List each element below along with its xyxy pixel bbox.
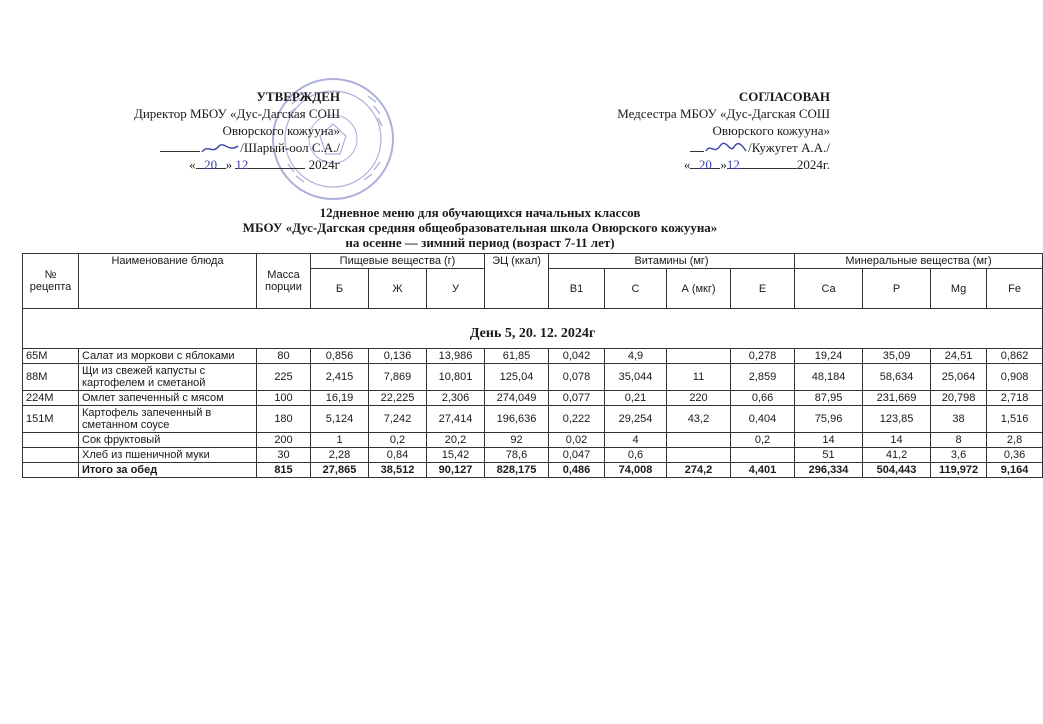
cell-ec: 61,85 <box>485 349 549 364</box>
cell-a: 43,2 <box>667 406 731 433</box>
day-label: День 5, 20. 12. 2024г <box>23 309 1043 349</box>
cell-b1: 0,02 <box>549 433 605 448</box>
cell-recipe <box>23 433 79 448</box>
header-vitamins: Витамины (мг) <box>549 254 795 269</box>
cell-p: 14 <box>863 433 931 448</box>
cell-p: 504,443 <box>863 463 931 478</box>
header-u: У <box>427 269 485 309</box>
cell-u: 27,414 <box>427 406 485 433</box>
cell-a <box>667 448 731 463</box>
cell-ec: 125,04 <box>485 364 549 391</box>
cell-b1: 0,486 <box>549 463 605 478</box>
menu-title <box>160 205 800 250</box>
table-row <box>23 433 1043 448</box>
cell-c: 35,044 <box>605 364 667 391</box>
cell-b: 0,856 <box>311 349 369 364</box>
agreement-date-month: 12 <box>727 156 797 169</box>
cell-ca: 14 <box>795 433 863 448</box>
cell-b: 2,415 <box>311 364 369 391</box>
cell-ec: 196,636 <box>485 406 549 433</box>
cell-e: 2,859 <box>731 364 795 391</box>
agreement-position-line2: Овюрского кожууна» <box>712 123 830 138</box>
cell-zh: 0,84 <box>369 448 427 463</box>
approval-date-day: 20 <box>196 156 226 169</box>
table-row <box>23 391 1043 406</box>
cell-recipe: 224М <box>23 391 79 406</box>
header-zh: Ж <box>369 269 427 309</box>
cell-recipe <box>23 448 79 463</box>
cell-recipe: 151М <box>23 406 79 433</box>
cell-ec: 274,049 <box>485 391 549 406</box>
header-mg: Mg <box>931 269 987 309</box>
header-p: P <box>863 269 931 309</box>
agreement-block <box>560 88 830 173</box>
agreement-heading: СОГЛАСОВАН <box>738 89 830 104</box>
agreement-signature-line <box>560 139 830 156</box>
table-row <box>23 448 1043 463</box>
cell-name: Сок фруктовый <box>79 433 257 448</box>
cell-fe: 0,36 <box>987 448 1043 463</box>
approval-date-month: 12 <box>235 156 305 169</box>
cell-b: 16,19 <box>311 391 369 406</box>
cell-name: Омлет запеченный с мясом <box>79 391 257 406</box>
approval-position-line1: Директор МБОУ «Дус-Дагская СОШ <box>133 106 340 121</box>
cell-c: 0,21 <box>605 391 667 406</box>
cell-ca: 48,184 <box>795 364 863 391</box>
cell-mass: 815 <box>257 463 311 478</box>
cell-e: 4,401 <box>731 463 795 478</box>
cell-mg: 24,51 <box>931 349 987 364</box>
cell-name: Салат из моркови с яблоками <box>79 349 257 364</box>
cell-fe: 1,516 <box>987 406 1043 433</box>
cell-mass: 200 <box>257 433 311 448</box>
cell-p: 123,85 <box>863 406 931 433</box>
cell-mass: 225 <box>257 364 311 391</box>
cell-zh: 22,225 <box>369 391 427 406</box>
cell-b1: 0,077 <box>549 391 605 406</box>
cell-u: 20,2 <box>427 433 485 448</box>
cell-a: 274,2 <box>667 463 731 478</box>
total-row <box>23 463 1043 478</box>
cell-fe: 2,8 <box>987 433 1043 448</box>
header-recipe-no: № рецепта <box>23 254 79 309</box>
cell-fe: 0,862 <box>987 349 1043 364</box>
cell-recipe: 65М <box>23 349 79 364</box>
cell-p: 35,09 <box>863 349 931 364</box>
approval-signature-line <box>100 139 340 156</box>
cell-b: 5,124 <box>311 406 369 433</box>
cell-c: 0,6 <box>605 448 667 463</box>
agreement-position-line1: Медсестра МБОУ «Дус-Дагская СОШ <box>617 106 830 121</box>
cell-u: 15,42 <box>427 448 485 463</box>
cell-mass: 180 <box>257 406 311 433</box>
signature-scribble-icon <box>200 142 240 156</box>
cell-a: 220 <box>667 391 731 406</box>
header-dish-name: Наименование блюда <box>79 254 257 309</box>
cell-e: 0,2 <box>731 433 795 448</box>
cell-e: 0,278 <box>731 349 795 364</box>
cell-b1: 0,222 <box>549 406 605 433</box>
cell-mass: 100 <box>257 391 311 406</box>
cell-c: 74,008 <box>605 463 667 478</box>
cell-ca: 51 <box>795 448 863 463</box>
cell-a <box>667 433 731 448</box>
cell-mass: 80 <box>257 349 311 364</box>
cell-zh: 0,2 <box>369 433 427 448</box>
cell-b1: 0,042 <box>549 349 605 364</box>
header-fe: Fe <box>987 269 1043 309</box>
cell-mg: 20,798 <box>931 391 987 406</box>
approval-block <box>100 88 340 173</box>
cell-name: Картофель запеченный в сметанном соусе <box>79 406 257 433</box>
cell-u: 2,306 <box>427 391 485 406</box>
approval-signature-name: /Шарый-оол С.А./ <box>240 140 340 155</box>
cell-mg: 119,972 <box>931 463 987 478</box>
cell-b: 2,28 <box>311 448 369 463</box>
agreement-date-year: 2024г. <box>796 157 830 173</box>
cell-mass: 30 <box>257 448 311 463</box>
cell-b: 1 <box>311 433 369 448</box>
cell-b: 27,865 <box>311 463 369 478</box>
approval-date-year: 2024г <box>308 157 340 173</box>
header-ca: Ca <box>795 269 863 309</box>
header-nutrients: Пищевые вещества (г) <box>311 254 485 269</box>
cell-recipe <box>23 463 79 478</box>
header-minerals: Минеральные вещества (мг) <box>795 254 1043 269</box>
cell-mg: 38 <box>931 406 987 433</box>
cell-c: 4,9 <box>605 349 667 364</box>
cell-c: 4 <box>605 433 667 448</box>
header-portion: Масса порции <box>257 254 311 309</box>
cell-mg: 25,064 <box>931 364 987 391</box>
cell-ca: 296,334 <box>795 463 863 478</box>
approval-position-line2: Овюрского кожууна» <box>222 123 340 138</box>
agreement-date-line: « 20 »12 2024г. <box>683 157 830 173</box>
title-line1: 12дневное меню для обучающихся начальных классов <box>319 205 641 220</box>
cell-ca: 87,95 <box>795 391 863 406</box>
menu-table <box>22 253 1043 478</box>
header-b: Б <box>311 269 369 309</box>
table-row <box>23 406 1043 433</box>
cell-e: 0,66 <box>731 391 795 406</box>
cell-zh: 38,512 <box>369 463 427 478</box>
cell-c: 29,254 <box>605 406 667 433</box>
header-b1: В1 <box>549 269 605 309</box>
cell-p: 58,634 <box>863 364 931 391</box>
cell-zh: 7,869 <box>369 364 427 391</box>
cell-name: Хлеб из пшеничной муки <box>79 448 257 463</box>
cell-mg: 8 <box>931 433 987 448</box>
cell-b1: 0,078 <box>549 364 605 391</box>
cell-fe: 0,908 <box>987 364 1043 391</box>
title-line2: МБОУ «Дус-Дагская средняя общеобразовательная школа Овюрского кожууна» <box>242 220 718 235</box>
cell-a: 11 <box>667 364 731 391</box>
cell-e: 0,404 <box>731 406 795 433</box>
agreement-date-day: 20 <box>690 156 720 169</box>
approval-date-line: « 20 » 12 2024г <box>189 157 340 173</box>
cell-p: 231,669 <box>863 391 931 406</box>
header-energy: ЭЦ (ккал) <box>485 254 549 309</box>
cell-ec: 78,6 <box>485 448 549 463</box>
cell-b1: 0,047 <box>549 448 605 463</box>
cell-name: Итого за обед <box>79 463 257 478</box>
header-e: Е <box>731 269 795 309</box>
header-c: С <box>605 269 667 309</box>
title-line3: на осенне — зимний период (возраст 7-11 лет) <box>345 235 615 250</box>
table-row <box>23 349 1043 364</box>
cell-zh: 0,136 <box>369 349 427 364</box>
cell-u: 90,127 <box>427 463 485 478</box>
cell-p: 41,2 <box>863 448 931 463</box>
cell-fe: 9,164 <box>987 463 1043 478</box>
cell-ec: 828,175 <box>485 463 549 478</box>
agreement-signature-name: /Кужугет А.А./ <box>748 140 830 155</box>
cell-u: 13,986 <box>427 349 485 364</box>
approval-heading: УТВЕРЖДЕН <box>256 89 340 104</box>
header-a: А (мкг) <box>667 269 731 309</box>
cell-ec: 92 <box>485 433 549 448</box>
table-row <box>23 364 1043 391</box>
cell-e <box>731 448 795 463</box>
cell-fe: 2,718 <box>987 391 1043 406</box>
cell-recipe: 88М <box>23 364 79 391</box>
cell-ca: 19,24 <box>795 349 863 364</box>
signature-scribble-icon <box>704 142 748 156</box>
cell-name: Щи из свежей капусты с картофелем и сметаной <box>79 364 257 391</box>
cell-mg: 3,6 <box>931 448 987 463</box>
cell-zh: 7,242 <box>369 406 427 433</box>
cell-u: 10,801 <box>427 364 485 391</box>
cell-a <box>667 349 731 364</box>
cell-ca: 75,96 <box>795 406 863 433</box>
